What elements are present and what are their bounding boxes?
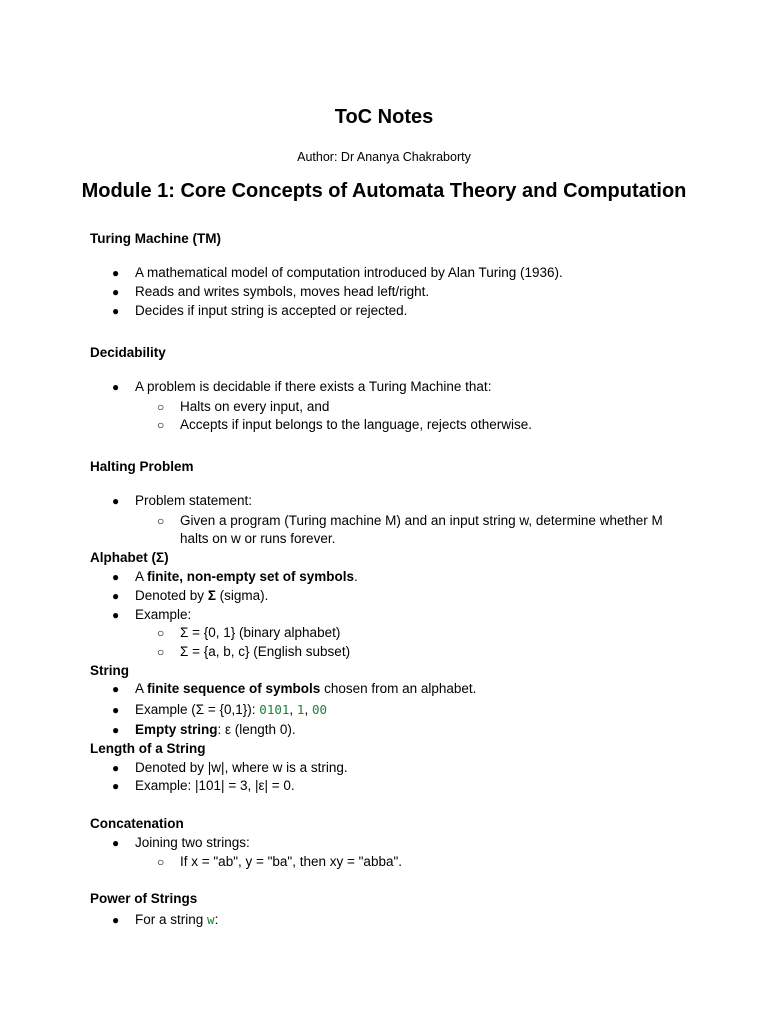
section-heading-alphabet: Alphabet (Σ) [90,550,169,565]
section-heading-string: String [90,663,129,678]
bullet-icon: ● [112,589,120,603]
bullet-icon: ● [112,836,120,850]
module-heading: Module 1: Core Concepts of Automata Theory and Computation [81,180,687,202]
list-item: Problem statement: [135,493,253,508]
list-item: Denoted by |w|, where w is a string. [135,760,348,775]
section-heading-concatenation: Concatenation [90,816,184,831]
list-item: Empty string: ε (length 0). [135,722,296,737]
code-span: w [207,912,215,927]
section-heading-turing-machine: Turing Machine (TM) [90,231,221,246]
bullet-icon: ● [112,304,120,318]
sub-bullet-icon: ○ [157,645,165,659]
author-line: Author: Dr Ananya Chakraborty [297,150,471,164]
list-item: Example: |101| = 3, |ε| = 0. [135,778,295,793]
bullet-icon: ● [112,266,120,280]
bullet-icon: ● [112,570,120,584]
section-heading-halting-problem: Halting Problem [90,459,194,474]
list-item: Joining two strings: [135,835,250,850]
sub-list-item: Σ = {0, 1} (binary alphabet) [180,625,341,640]
code-span: 1 [296,702,305,717]
section-heading-power-of-strings: Power of Strings [90,891,198,906]
code-span: 00 [311,702,328,717]
sub-bullet-icon: ○ [157,400,165,414]
section-heading-length: Length of a String [90,741,206,756]
sub-list-item: Accepts if input belongs to the language, rejects otherwise. [180,417,532,432]
sub-bullet-icon: ○ [157,855,165,869]
list-item: A mathematical model of computation introduced by Alan Turing (1936). [135,265,563,280]
section-heading-decidability: Decidability [90,345,166,360]
bullet-icon: ● [112,761,120,775]
bullet-icon: ● [112,380,120,394]
list-item: A finite, non-empty set of symbols. [135,569,358,584]
list-item: Reads and writes symbols, moves head left/right. [135,284,430,299]
list-item: Example (Σ = {0,1}): 0101, 1, 00 [135,702,328,717]
bullet-icon: ● [112,285,120,299]
code-span: 0101 [259,702,290,717]
sub-list-item-continuation: halts on w or runs forever. [180,531,336,546]
sub-list-item: Given a program (Turing machine M) and an input string w, determine whether M [180,513,663,528]
list-item: Example: [135,607,192,622]
bullet-icon: ● [112,913,120,927]
document-title: ToC Notes [334,106,434,128]
list-item: For a string w: [135,912,219,927]
bullet-icon: ● [112,703,120,717]
sub-list-item: If x = "ab", y = "ba", then xy = "abba". [180,854,403,869]
list-item: Denoted by Σ (sigma). [135,588,269,603]
list-item: A finite sequence of symbols chosen from an alphabet. [135,681,477,696]
sub-bullet-icon: ○ [157,418,165,432]
sub-bullet-icon: ○ [157,514,165,528]
list-item: A problem is decidable if there exists a Turing Machine that: [135,379,492,394]
sub-list-item: Σ = {a, b, c} (English subset) [180,644,351,659]
list-item: Decides if input string is accepted or rejected. [135,303,408,318]
sub-bullet-icon: ○ [157,626,165,640]
bullet-icon: ● [112,723,120,737]
bullet-icon: ● [112,779,120,793]
bullet-icon: ● [112,682,120,696]
bullet-icon: ● [112,494,120,508]
bullet-icon: ● [112,608,120,622]
sub-list-item: Halts on every input, and [180,399,330,414]
